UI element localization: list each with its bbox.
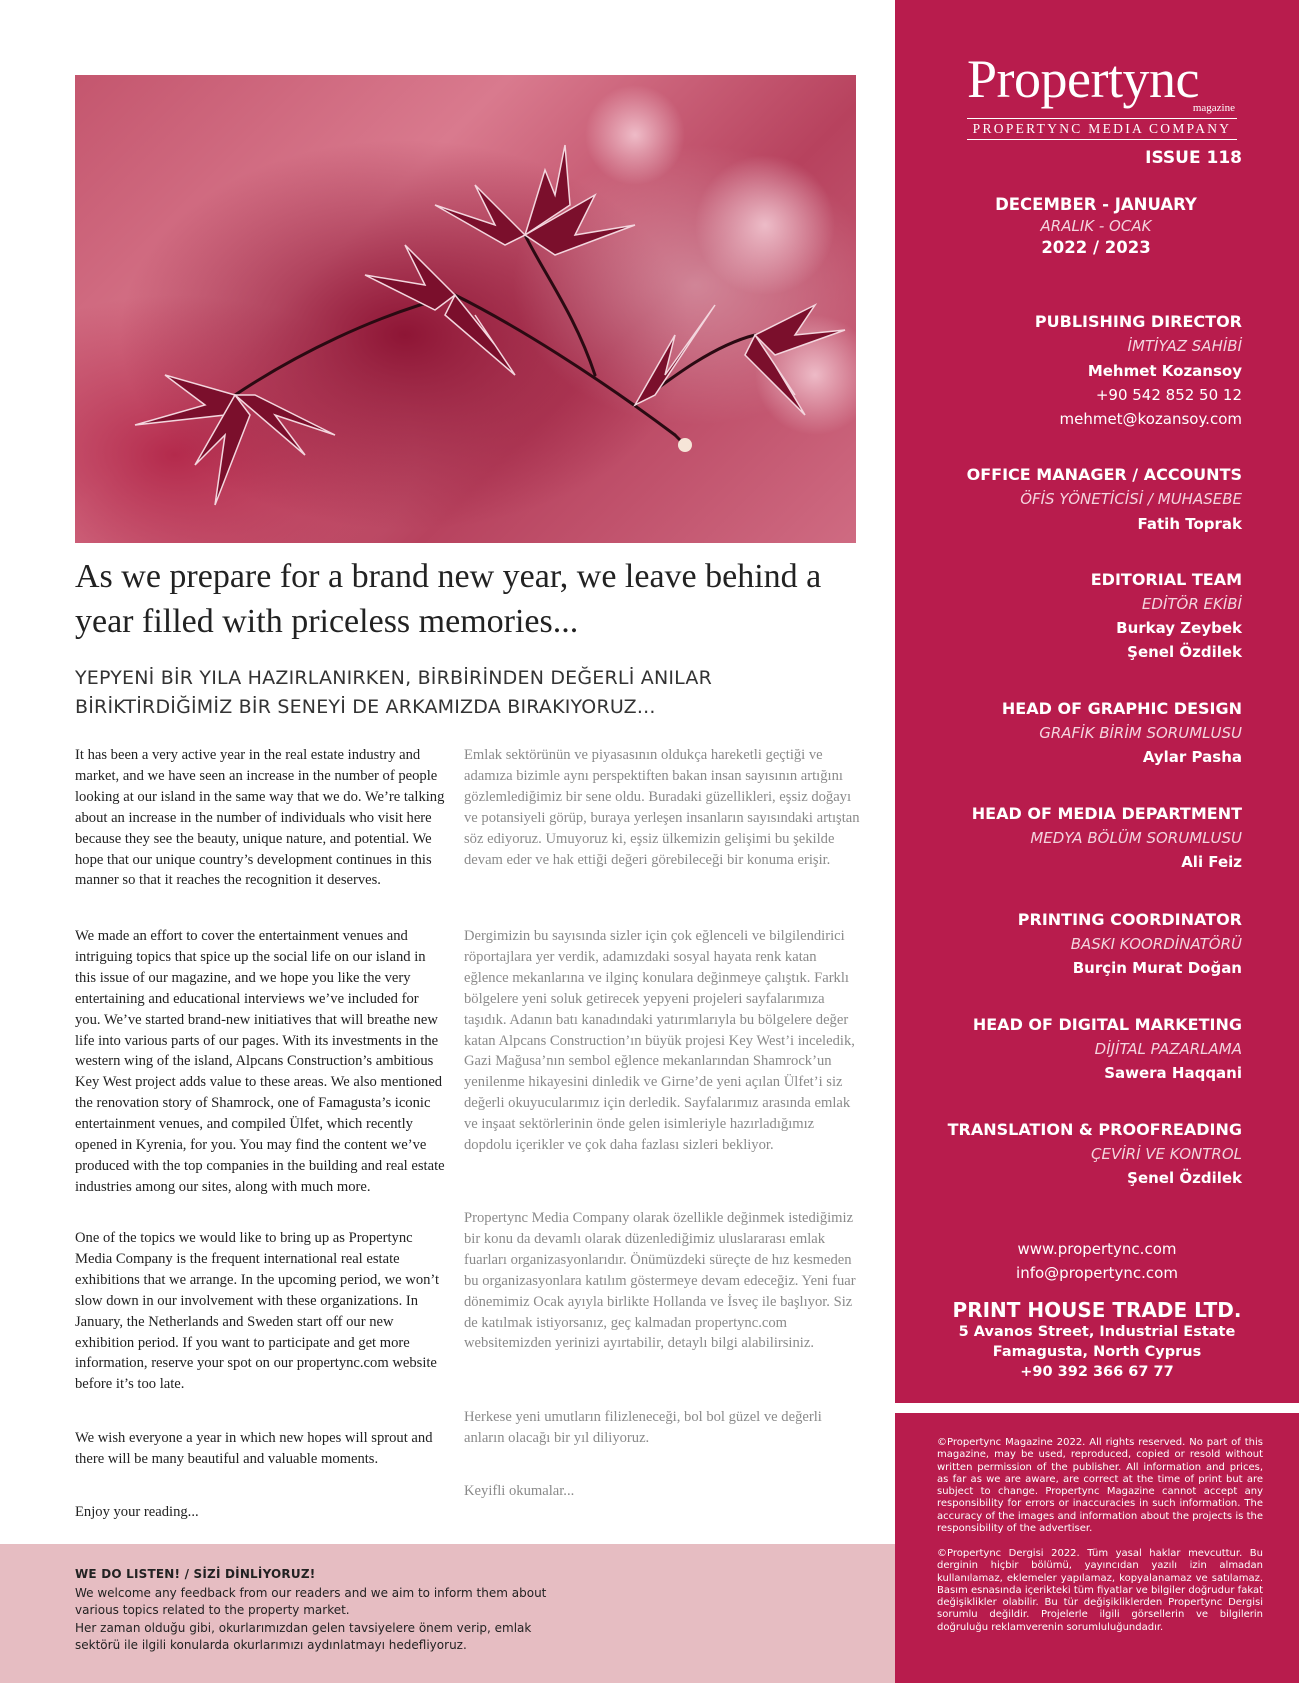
staff-name: Burkay Zeybek [1116, 619, 1242, 637]
role-title-tr: DİJİTAL PAZARLAMA [1094, 1040, 1242, 1058]
staff-email-link[interactable]: mehmet@kozansoy.com [1059, 410, 1242, 428]
legal-notice-en: ©Propertync Magazine 2022. All rights reserved. No part of this magazine, may be used, reproduced, copied or resold without written permission of the publisher. All information and prices, as far as we are aware, are correct at the time of print but are subject to change. Propertync Magazine cannot accept any responsibility for errors or inaccuracies in such information. The accuracy of the images and information about the projects is the responsibility of the advertiser. [937, 1437, 1263, 1535]
printer-address: 5 Avanos Street, Industrial Estate [958, 1324, 1236, 1340]
frosted-leaves-illustration [75, 75, 856, 543]
printer-name: PRINT HOUSE TRADE LTD. [952, 1298, 1242, 1322]
staff-name: Fatih Toprak [1137, 515, 1242, 533]
role-title: PRINTING COORDINATOR [1017, 910, 1242, 929]
staff-name: Mehmet Kozansoy [1087, 362, 1242, 380]
legal-notice-panel [895, 1413, 1299, 1683]
english-paragraph: We made an effort to cover the entertainment venues and intriguing topics that spice up the social life on our island in this issue of our magazine, and we hope you like the very entertaining and educational interviews we’ve included for you. We’ve started brand-new initiatives that will breathe new life into various parts of our pages. With its investments in the western wing of the island, Alpcans Construction’s ambitious Key West project adds value to these areas. We also mentioned the renovation story of Shamrock, one of Famagusta’s iconic entertainment venues, and compiled Ülfet, which recently opened in Kyrenia, for you. You may find the content we’ve produced with the top companies in the building and real estate industries among our sites, along with much more. [75, 928, 445, 1195]
logo-company-name: PROPERTYNC MEDIA COMPANY [967, 118, 1237, 140]
role-title: TRANSLATION & PROOFREADING [947, 1120, 1242, 1139]
feedback-band [0, 1544, 895, 1683]
staff-name: Aylar Pasha [1142, 748, 1242, 766]
staff-name: Sawera Haqqani [1104, 1064, 1242, 1082]
issue-years: 2022 / 2023 [1041, 238, 1151, 257]
turkish-paragraph: Dergimizin bu sayısında sizler için çok eğlenceli ve bilgilendirici röportajlara yer verdik, adamızdaki sosyal hayata renk katan eğlence mekanlarına ve ilginç konulara değinmeye çalıştık. Farklı bölgelere yeni soluk getirecek yepyeni projeleri sayfalarımıza taşıdık. Adanın batı kanadındaki yatırımlarıyla bu bölgelere değer katan Alpcans Construction’ın büyük projesi Key West’i inceledik, Gazi Mağusa’nın sembol eğlence mekanlarından Shamrock’un yenilenme hikayesini dinledik ve Girne’de yeni açılan Ülfet’i siz değerli okuyucularımız için derledik. Sayfalarımız arasında emlak ve inşaat sektörlerinin önde gelen isimleriyle hazırladığımız dopdolu içerikler ve çok daha fazlası sizleri bekliyor. [464, 928, 855, 1154]
subheadline [75, 664, 835, 722]
role-title: EDITORIAL TEAM [1090, 570, 1242, 589]
headline: As we prepare for a brand new year, we leave behind a year filled with priceless memories... [75, 558, 822, 640]
website-link[interactable]: www.propertync.com [1017, 1240, 1177, 1258]
contact-email-link[interactable]: info@propertync.com [1016, 1264, 1178, 1282]
role-title-tr: ÇEVİRİ VE KONTROL [1091, 1145, 1242, 1163]
printer-phone: +90 392 366 67 77 [1020, 1364, 1174, 1380]
role-title: HEAD OF GRAPHIC DESIGN [1001, 699, 1242, 718]
subhead-line-1: YEPYENİ BİR YILA HAZIRLANIRKEN, BİRBİRİNDEN DEĞERLİ ANILAR [75, 667, 712, 689]
role-title-tr: İMTİYAZ SAHİBİ [1127, 337, 1242, 355]
role-title: HEAD OF MEDIA DEPARTMENT [971, 804, 1242, 823]
english-paragraph: We wish everyone a year in which new hopes will sprout and there will be many beautiful and valuable moments. [75, 1430, 433, 1467]
turkish-paragraph: Herkese yeni umutların filizleneceği, bol bol güzel ve değerli anların olacağı bir yıl diliyoruz. [464, 1409, 822, 1446]
printer-address: Famagusta, North Cyprus [992, 1344, 1202, 1360]
role-title-tr: ÖFİS YÖNETİCİSİ / MUHASEBE [1020, 490, 1242, 508]
feedback-text: sektörü ile ilgili konularda okurlarımızı aydınlatmayı hedefliyoruz. [75, 1638, 467, 1652]
feedback-text: Her zaman olduğu gibi, okurlarımızdan gelen tavsiyelere önem verip, emlak [75, 1621, 532, 1635]
role-title-tr: GRAFİK BİRİM SORUMLUSU [1039, 724, 1242, 742]
turkish-paragraph: Propertync Media Company olarak özellikle değinmek istediğimiz bir konu da devamlı olarak düzenlediğimiz uluslararası emlak fuarları organizasyonlarıdır. Önümüzdeki süreçte de hız kesmeden bu organizasyonlara katılım göstermeye devam edeceğiz. Yeni fuar dönemimiz Ocak ayıyla birlikte Hollanda ve İsveç ile başlıyor. Siz de katılmak istiyorsanız, geç kalmadan propertync.com websitemizden yerinizi ayırtabilir, detaylı bilgi alabilirsiniz. [464, 1210, 856, 1352]
issue-number: ISSUE 118 [1145, 148, 1242, 168]
staff-name: Burçin Murat Doğan [1072, 959, 1242, 977]
logo-magazine-label: magazine [1192, 102, 1235, 114]
feedback-text: various topics related to the property market. [75, 1603, 350, 1617]
hero-photo [75, 75, 856, 543]
staff-name: Ali Feiz [1181, 853, 1242, 871]
closing-line: Keyifli okumalar... [464, 1483, 575, 1499]
staff-phone: +90 542 852 50 12 [1095, 386, 1242, 404]
english-paragraph: One of the topics we would like to bring up as Propertync Media Company is the frequent international real estate exhibitions that we arrange. In the upcoming period, we won’t slow down in our involvement with these organizations. In January, the Netherlands and Sweden start off our new exhibition period. If you want to participate and get more information, reserve your spot on our propertync.com website before it’s too late. [75, 1230, 440, 1393]
english-paragraph: It has been a very active year in the real estate industry and market, and we have seen an increase in the number of people looking at our island in the same way that we do. We’re talking about an increase in the number of individuals who visit here because they see the beauty, unique nature, and potential. We hope that our unique country’s development continues in this manner so that it reaches the recognition it deserves. [75, 747, 445, 889]
closing-line: Enjoy your reading... [75, 1504, 199, 1520]
propertync-logo [967, 49, 1257, 136]
subhead-line-2: BİRİKTİRDİĞİMİZ BİR SENEYİ DE ARKAMIZDA BIRAKIYORUZ... [75, 696, 656, 718]
issue-months: DECEMBER - JANUARY [995, 195, 1197, 214]
legal-notice-tr: ©Propertync Dergisi 2022. Tüm yasal haklar mevcuttur. Bu derginin hiçbir bölümü, yayıncıdan yazılı izin almadan kullanılamaz, eklemeler yapılamaz, kopyalanamaz ve satılamaz. Basım esnasında içerikteki tüm fiyatlar ve bilgiler doğrudur fakat değişiklikler olabilir. Bu tür değişikliklerden Propertync Dergisi sorumlu değildir. Projelerle ilgili görsellerin ve bilgilerin doğruluğu reklamverenin sorumluluğundadır. [937, 1548, 1263, 1633]
masthead-sidebar [895, 0, 1299, 1403]
logo-wordmark: Propertync [967, 49, 1199, 109]
turkish-paragraph: Emlak sektörünün ve piyasasının oldukça hareketli geçtiği ve adamıza bizimle aynı perspektiften bakan insan sayısının artığını gözlemlediğimiz bir sene oldu. Buradaki güzellikleri, eşsiz doğayı ve potansiyeli görüp, buraya yerleşen insanların sayısındaki artıştan söz ediyoruz. Umuyoruz ki, eşsiz ülkemizin gelişimi bu şekilde devam eder ve hak ettiği değeri görebileceği bir konuma erişir. [464, 747, 860, 868]
staff-name: Şenel Özdilek [1127, 643, 1242, 661]
role-title-tr: BASKI KOORDİNATÖRÜ [1070, 935, 1242, 953]
staff-name: Şenel Özdilek [1127, 1169, 1242, 1187]
role-title: OFFICE MANAGER / ACCOUNTS [966, 465, 1242, 484]
role-title-tr: EDİTÖR EKİBİ [1141, 595, 1242, 613]
role-title: HEAD OF DIGITAL MARKETING [972, 1015, 1242, 1034]
feedback-title: WE DO LISTEN! / SİZİ DİNLİYORUZ! [75, 1567, 316, 1581]
role-title: PUBLISHING DIRECTOR [1034, 312, 1242, 331]
role-title-tr: MEDYA BÖLÜM SORUMLUSU [1030, 829, 1242, 847]
feedback-text: We welcome any feedback from our readers and we aim to inform them about [75, 1586, 547, 1600]
issue-months-tr: ARALIK - OCAK [1040, 217, 1152, 235]
